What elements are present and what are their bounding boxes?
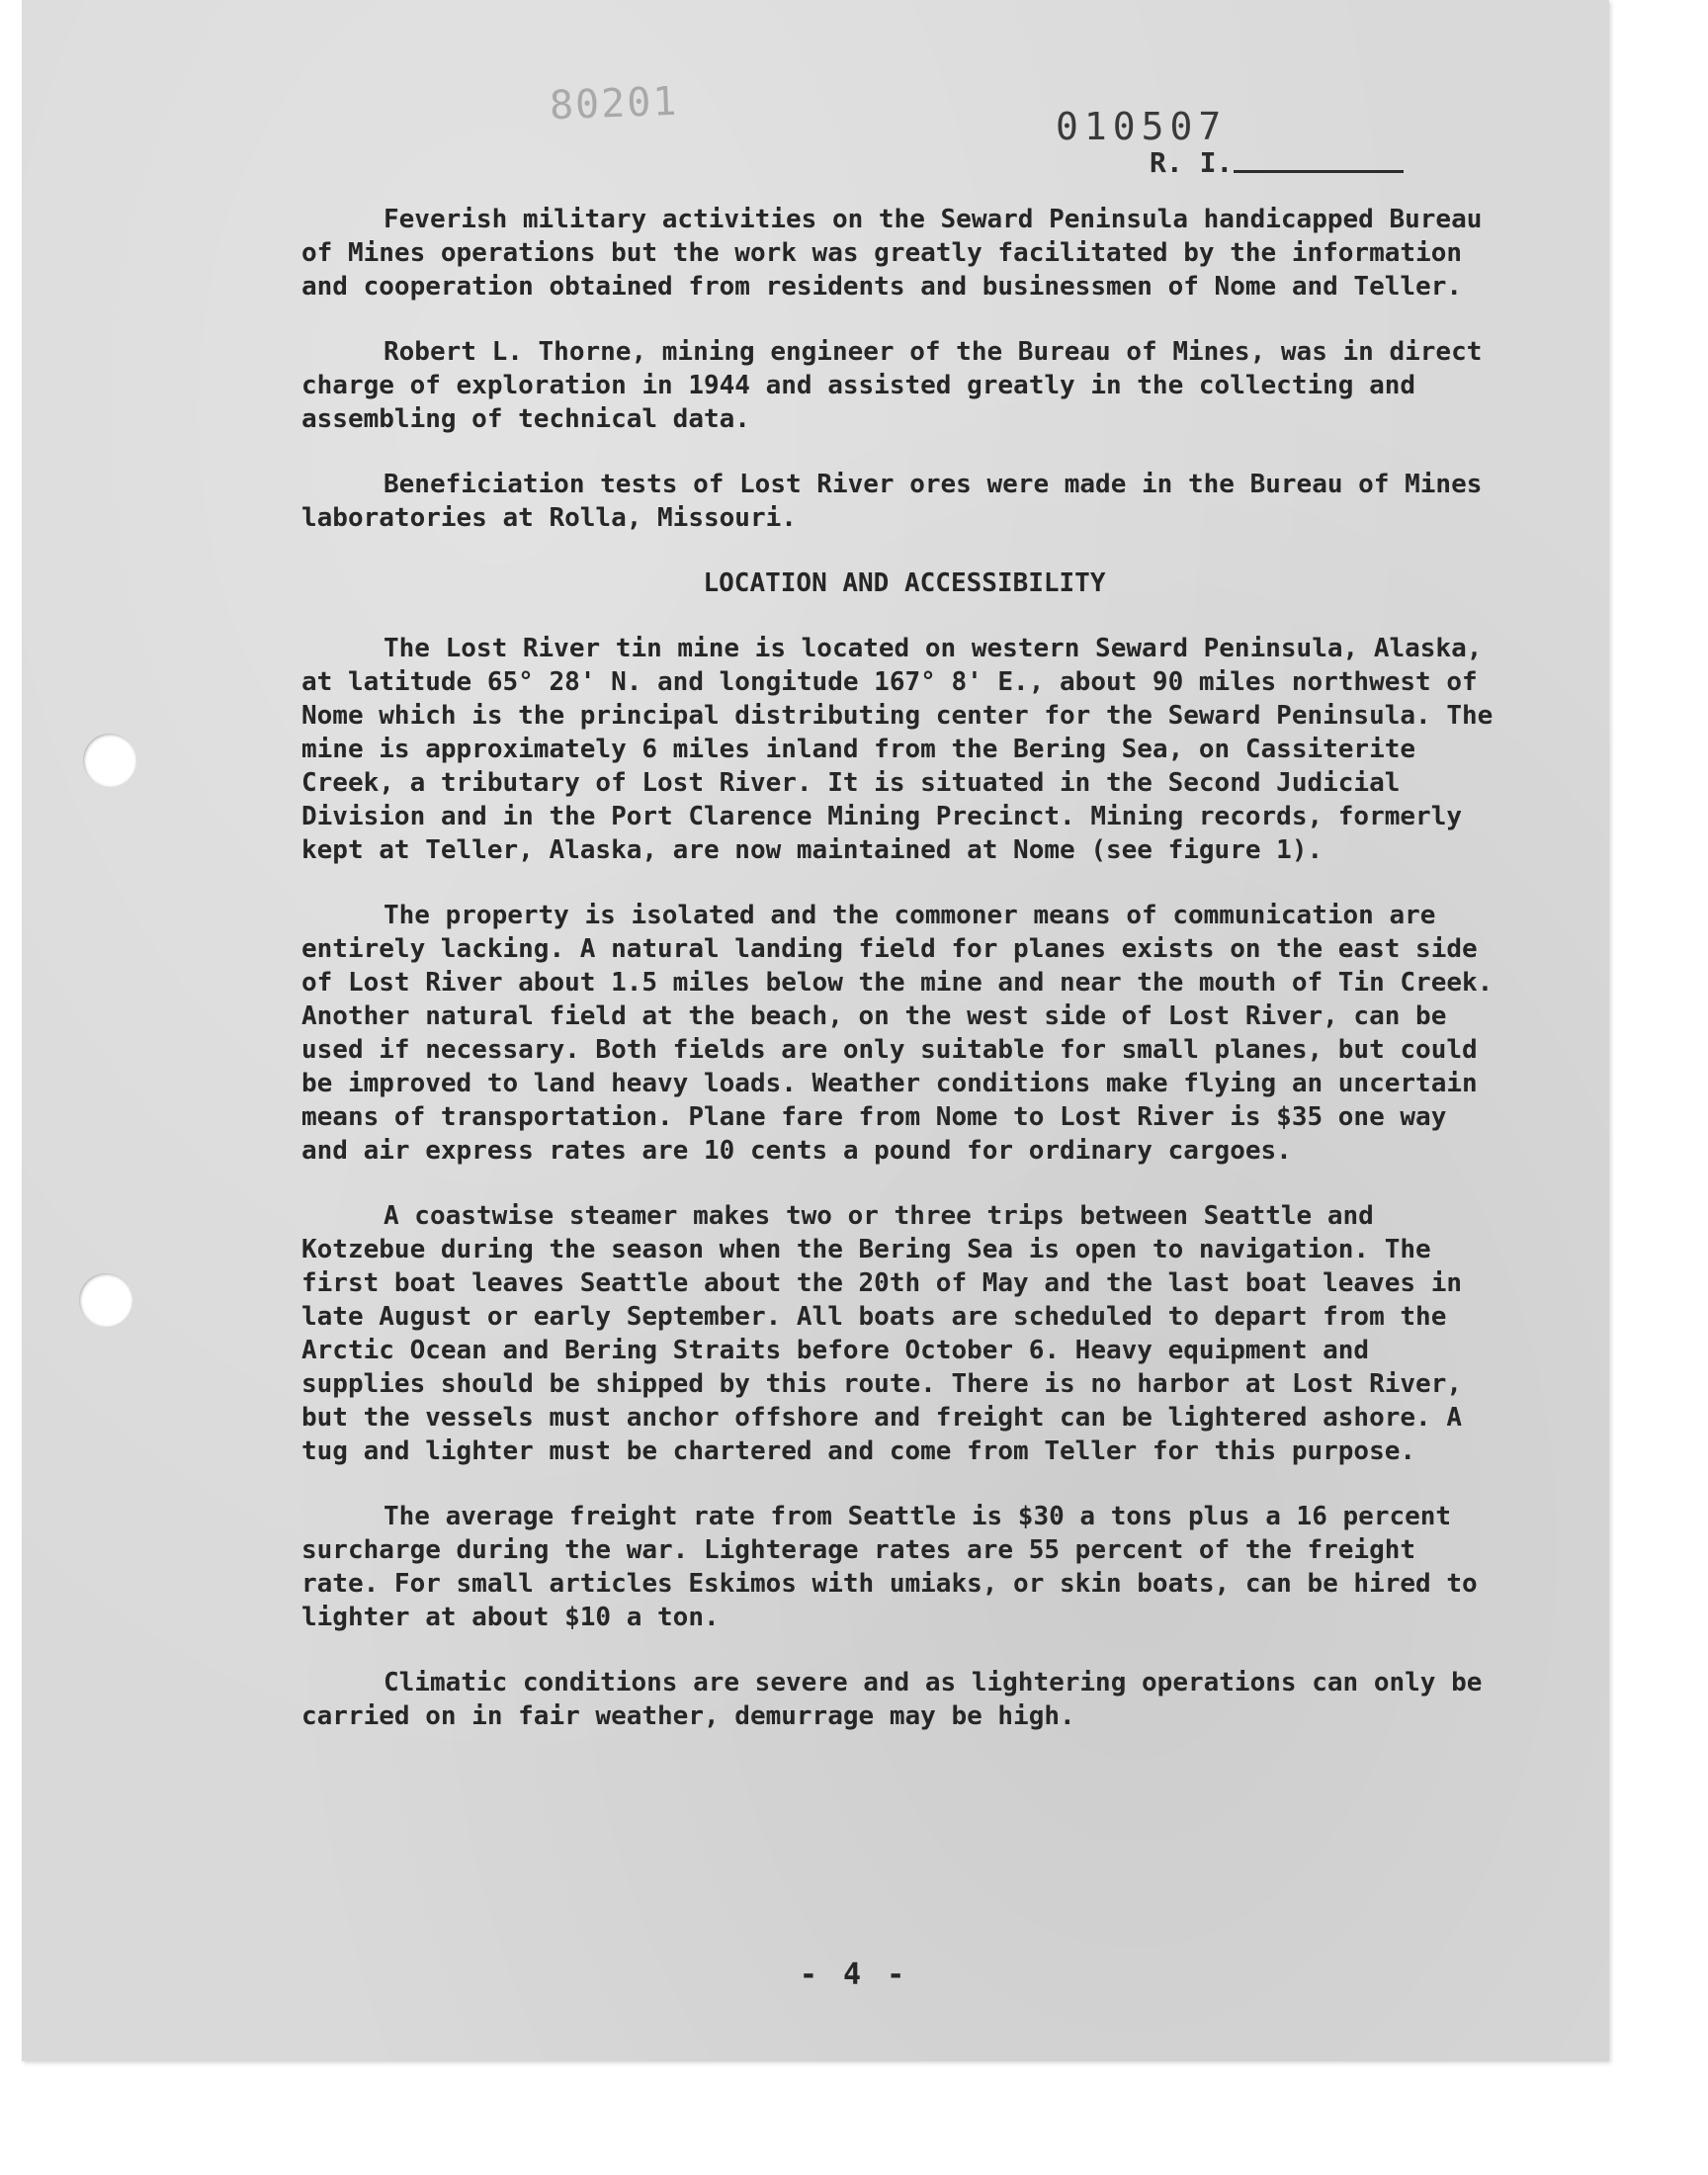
section-heading: LOCATION AND ACCESSIBILITY	[703, 568, 1106, 598]
paragraph-property-isolated: The property is isolated and the commoner means of communication are entirely lacking. A natural landing field for planes exists on the east side of Lost River about 1.5 miles below the mine and near the mouth of Tin Creek. Another natural field at the beach, on the west side of Lost River, can be used if necessary. Both fields are only suitable for small planes, but could be improved to land heavy loads. Weather conditions make flying an uncertain means of transportation. Plane fare from Nome to Lost River is $35 one way and air express rates are 10 cents a pound for ordinary cargoes.	[301, 901, 1494, 1166]
paragraph-robert-thorne: Robert L. Thorne, mining engineer of the Bureau of Mines, was in direct charge of exploration in 1944 and assisted greatly in the collecting and assembling of technical data.	[301, 337, 1483, 434]
punch-hole-bottom	[79, 1273, 132, 1327]
page-number: - 4 -	[799, 1958, 909, 1992]
faded-stamp-number: 80201	[549, 78, 680, 130]
report-of-investigations-label: R. I.	[1150, 146, 1234, 179]
paragraph-climatic-conditions: Climatic conditions are severe and as lightering operations can only be carried on in fair weather, demurrage may be high.	[301, 1668, 1483, 1731]
paragraph-military-activities: Feverish military activities on the Seward Peninsula handicapped Bureau of Mines operations but the work was greatly facilitated by the information and cooperation obtained from residents and businessmen of Nome and Teller.	[301, 205, 1483, 302]
ri-number-blank-line	[1234, 170, 1404, 173]
paragraph-coastwise-steamer: A coastwise steamer makes two or three trips between Seattle and Kotzebue during the season when the Bering Sea is open to navigation. The first boat leaves Seattle about the 20th of May and the last boat leaves in late August or early September. All boats are scheduled to depart from the Arctic Ocean and Bering Straits before October 6. Heavy equipment and supplies should be shipped by this route. There is no harbor at Lost River, but the vessels must anchor offshore and freight can be lightered ashore. A tug and lighter must be chartered and come from Teller for this purpose.	[301, 1201, 1462, 1466]
document-number: 010507	[1056, 105, 1228, 148]
paragraph-mine-location: The Lost River tin mine is located on western Seward Peninsula, Alaska, at latitude 65° 28' N. and longitude 167° 8' E., about 90 miles northwest of Nome which is the principal distributing center for the Seward Peninsula. The mine is approximately 6 miles inland from the Bering Sea, on Cassiterite Creek, a tributary of Lost River. It is situated in the Second Judicial Division and in the Port Clarence Mining Precinct. Mining records, formerly kept at Teller, Alaska, are now maintained at Nome (see figure 1).	[301, 634, 1494, 865]
paragraph-freight-rate: The average freight rate from Seattle is $30 a tons plus a 16 percent surcharge during the war. Lighterage rates are 55 percent of the freight rate. For small articles Eskimos with umiaks, or skin boats, can be hired to lighter at about $10 a ton.	[301, 1502, 1478, 1632]
punch-hole-top	[83, 734, 136, 787]
paragraph-beneficiation-tests: Beneficiation tests of Lost River ores were made in the Bureau of Mines laboratories at Rolla, Missouri.	[301, 470, 1483, 533]
document-body	[301, 203, 1507, 1765]
